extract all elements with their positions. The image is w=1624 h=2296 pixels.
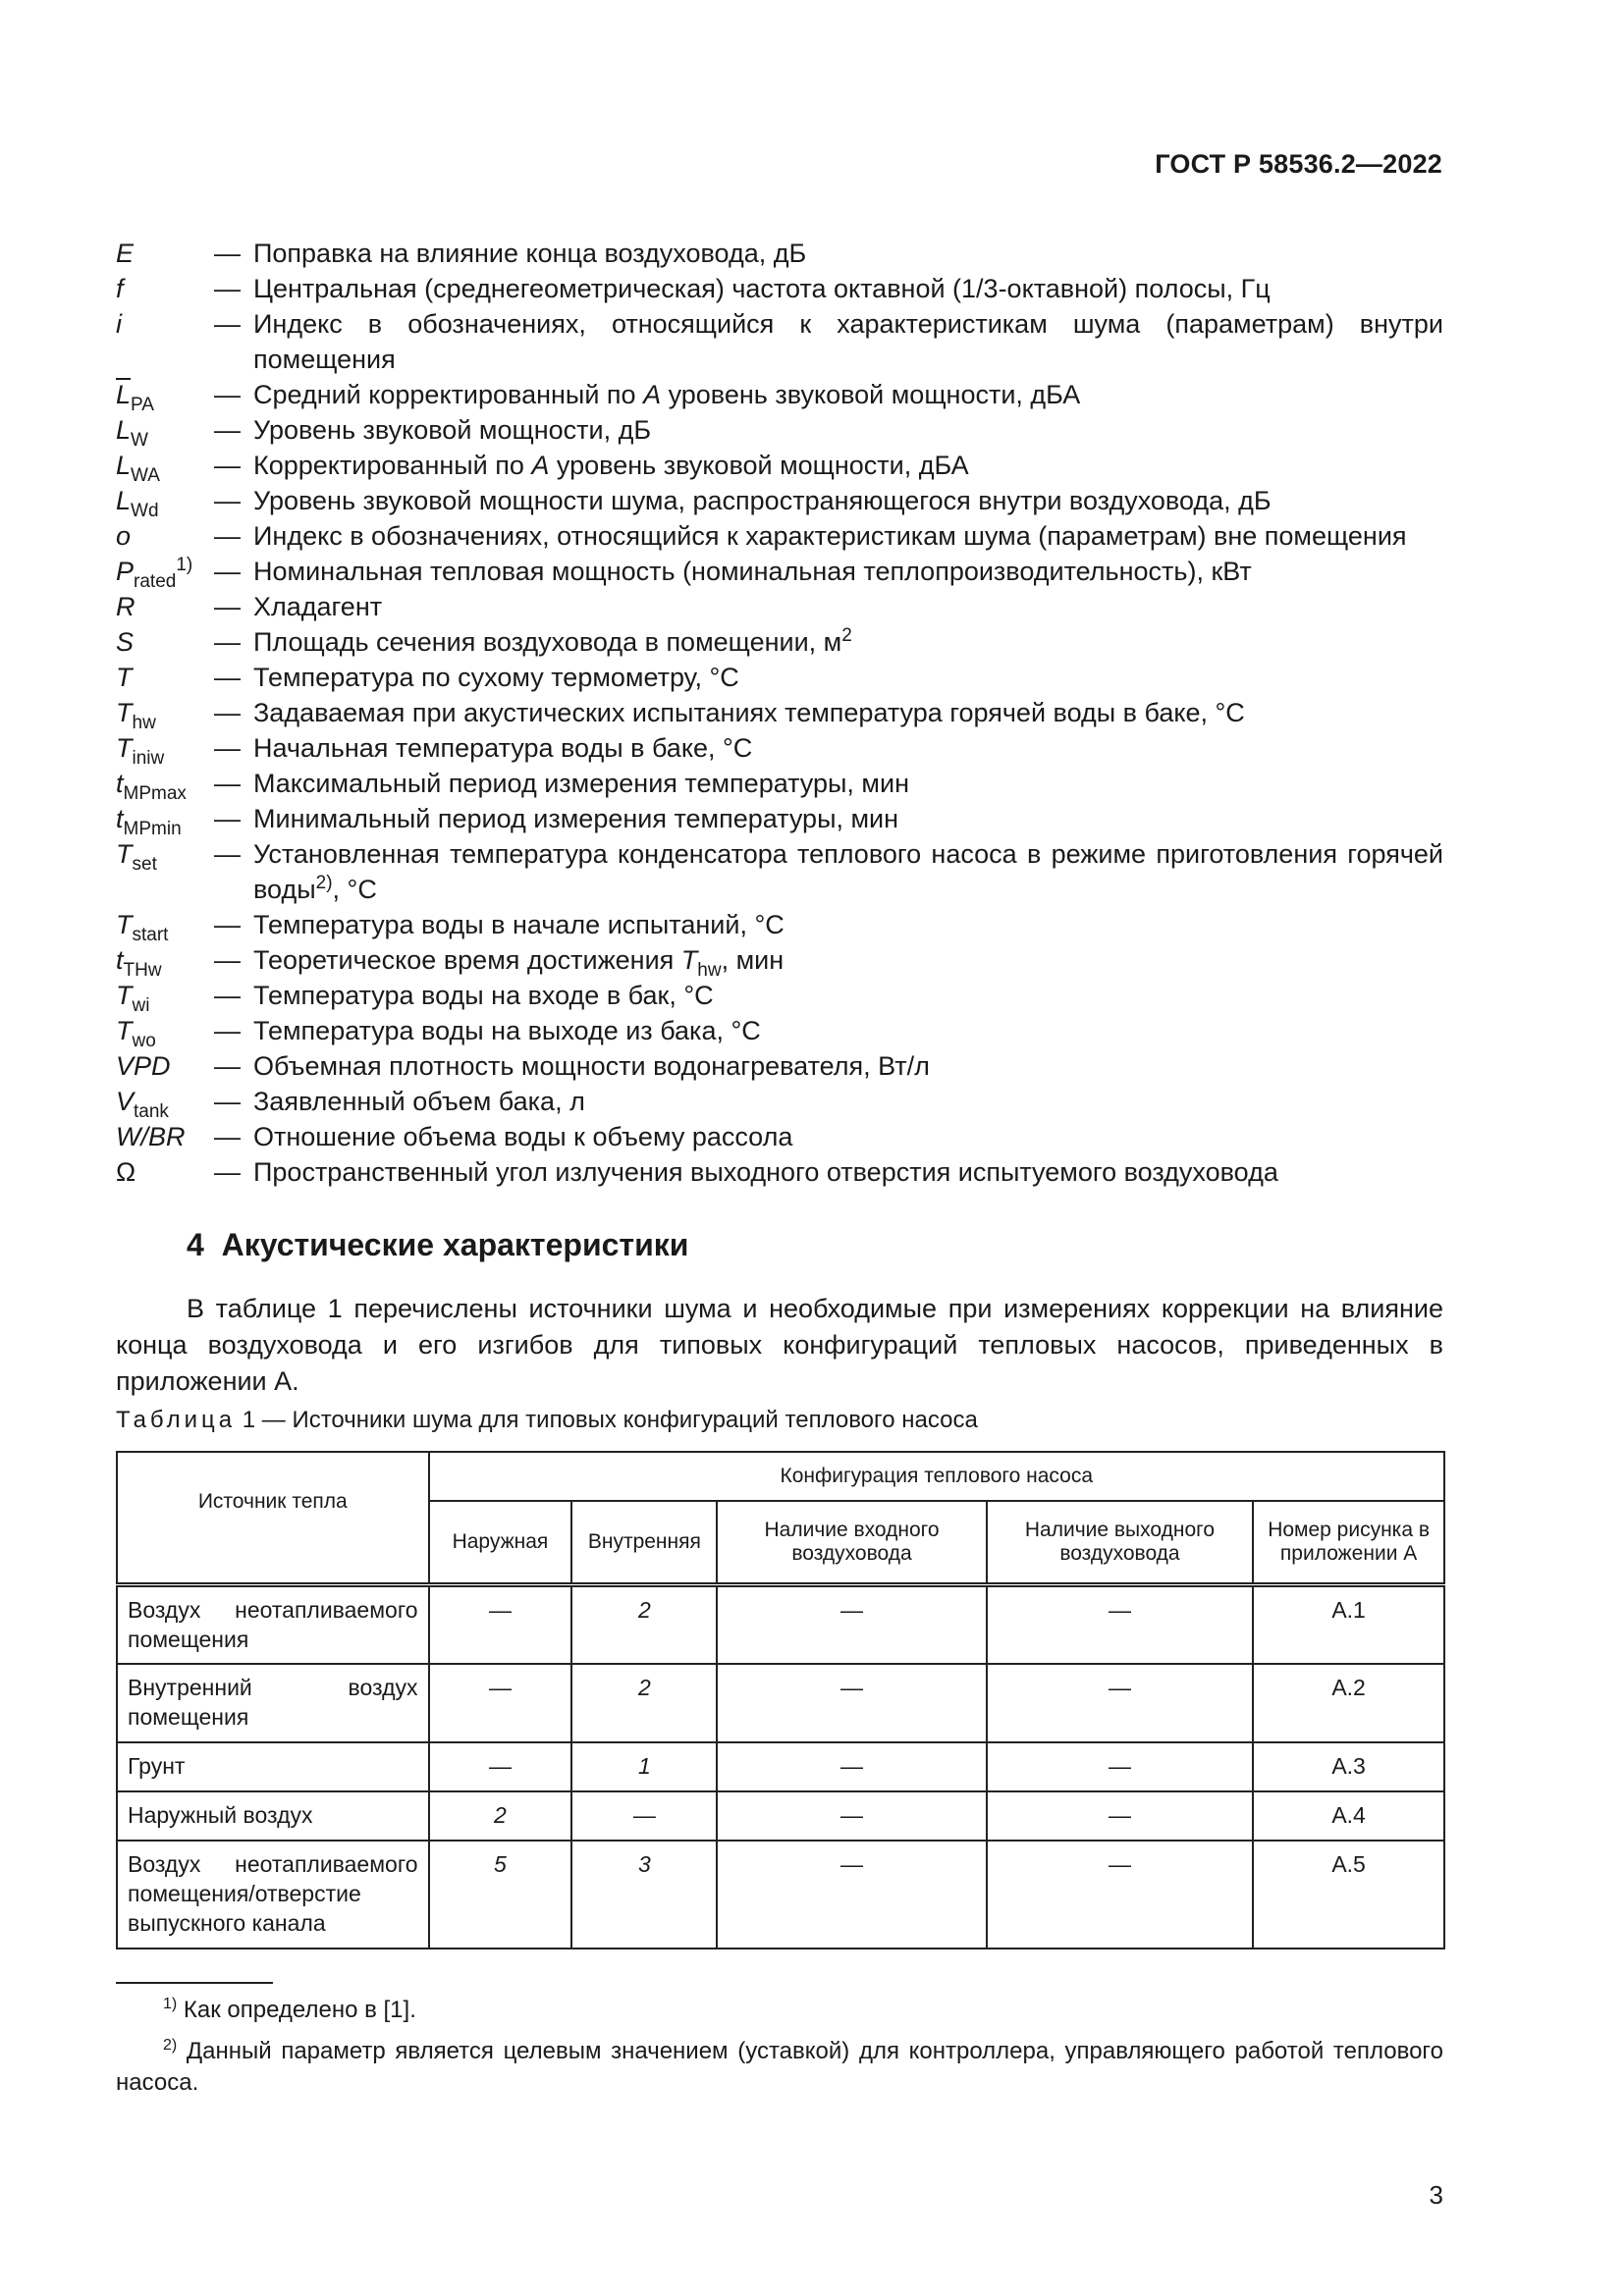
symbol-row [116,978,1443,1016]
symbol-row [116,836,1443,907]
dash: — [214,380,241,409]
symbol: $t_{MPmin}$ [116,804,182,839]
footnote: $^{1)}$ Как определено в [1]. [163,1996,416,2023]
table-row [117,1742,1444,1791]
table-cell: А.5 [1253,1841,1444,1949]
dash: — [214,521,241,551]
table-cell: — [987,1791,1253,1841]
table-cell: — [717,1664,986,1742]
dash: — [214,274,241,303]
symbol: $L_W$ [116,415,148,451]
symbol-row [116,801,1443,839]
dash: — [214,309,241,339]
dash: — [214,592,241,621]
symbol-row [116,624,1443,660]
dash: — [214,239,241,268]
symbol: $T_{set}$ [116,839,157,875]
symbol: Ω [116,1157,136,1187]
symbol-description: Поправка на влияние конца воздуховода, дБ [253,239,807,268]
symbol: W/BR [116,1122,186,1151]
symbol-description: Средний корректированный по A уровень звуковой мощности, дБА [253,380,1081,409]
symbol-row [116,766,1443,804]
table-cell: — [987,1664,1253,1742]
symbol-description: Площадь сечения воздуховода в помещении, $м^2$ [253,625,852,657]
table-cell-source: Наружный воздух [117,1791,429,1841]
symbol-row [116,377,1443,415]
symbol: $L_{WA}$ [116,451,160,486]
table-header-source: Источник тепла [117,1452,429,1585]
symbol-description: Отношение объема воды к объему рассола [253,1122,793,1151]
symbol-row [116,1084,1443,1122]
dash: — [214,1016,241,1045]
symbol-description: Максимальный период измерения температуры, мин [253,769,909,798]
table-cell: 3 [571,1841,717,1949]
dash: — [214,945,241,975]
symbol-description: Теоретическое время достижения $T_{hw}$, мин [253,945,785,981]
table-cell: — [717,1791,986,1841]
symbol: $T_{iniw}$ [116,733,165,769]
symbol-row [116,1119,1443,1154]
dash: — [214,769,241,798]
symbol-row [116,695,1443,733]
table-cell-source: Воздух неотапливаемого помещения/отверстие выпускного канала [117,1841,429,1949]
symbol-row [116,1154,1443,1190]
symbol-description: Уровень звуковой мощности шума, распространяющегося внутри воздуховода, дБ [253,486,1272,515]
symbol: o [116,521,132,551]
dash: — [214,804,241,833]
table-cell: — [429,1742,572,1791]
table-row [117,1841,1444,1949]
table-cell: — [987,1585,1253,1664]
symbol-description: Установленная температура конденсатора теплового насоса в режиме приготовления горячей воды$^{2)}$, °С [253,839,1443,904]
table-cell: 2 [429,1791,572,1841]
table-cell: — [717,1585,986,1664]
page-number: 3 [1429,2180,1443,2210]
symbol-row [116,236,1443,271]
symbol-row [116,660,1443,695]
table-cell: — [429,1585,572,1664]
symbol-description: Температура по сухому термометру, °С [253,663,739,692]
symbol-description: Начальная температура воды в баке, °С [253,733,753,763]
symbol-description: Индекс в обозначениях, относящийся к характеристикам шума (параметрам) внутри помещения [253,309,1443,374]
symbol: S [116,627,135,657]
symbol-description: Заявленный объем бака, л [253,1087,585,1116]
section-title: 4 Акустические характеристики [187,1227,689,1262]
table-caption: Таблица 1 — Источники шума для типовых конфигураций теплового насоса [116,1407,978,1433]
symbol-description: Температура воды в начале испытаний, °С [253,910,785,939]
dash: — [214,451,241,480]
dash: — [214,486,241,515]
dash: — [214,1051,241,1081]
symbol-row [116,306,1443,377]
table-header-cell: Наличие выходного воздуховода [987,1501,1253,1585]
symbol: $V_{tank}$ [116,1087,169,1122]
table-cell: 1 [571,1742,717,1791]
symbol: $P_{rated}^{1)}$ [116,555,193,592]
dash: — [214,557,241,586]
dash: — [214,627,241,657]
table-header-cell: Номер рисунка в приложении А [1253,1501,1444,1585]
table-header-cell: Наружная [429,1501,572,1585]
dash: — [214,1087,241,1116]
symbol-row [116,554,1443,592]
symbol: f [116,274,124,303]
footnote-divider [116,1982,273,1984]
table-row [117,1791,1444,1841]
symbol: R [116,592,135,621]
symbol-row [116,518,1443,554]
table-cell: А.4 [1253,1791,1444,1841]
symbol: i [116,309,122,339]
dash: — [214,733,241,763]
symbol-row [116,271,1443,306]
dash: — [214,1157,241,1187]
table-header-cell: Внутренняя [571,1501,717,1585]
body-paragraph: В таблице 1 перечислены источники шума и необходимые при измерениях коррекции на влияние конца воздуховода и его изгибов для типовых конфигураций тепловых насосов, приведенных в приложении А. [116,1294,1443,1396]
symbol-description: Корректированный по A уровень звуковой мощности, дБА [253,451,969,480]
symbol: $T_{wi}$ [116,981,150,1016]
symbol-description: Температура воды на выходе из бака, °С [253,1016,761,1045]
symbol-description: Минимальный период измерения температуры, мин [253,804,899,833]
symbol-description: Задаваемая при акустических испытаниях температура горячей воды в баке, °С [253,698,1245,727]
table-cell: — [987,1742,1253,1791]
table-cell: А.1 [1253,1585,1444,1664]
symbol-description: Номинальная тепловая мощность (номинальная теплопроизводительность), кВт [253,557,1252,586]
symbol-row [116,483,1443,521]
table-cell: А.2 [1253,1664,1444,1742]
dash: — [214,839,241,869]
symbol: T [116,663,133,692]
table-cell-source: Воздух неотапливаемого помещения [117,1585,429,1664]
dash: — [214,1122,241,1151]
symbol-row [116,448,1443,486]
symbol-description: Пространственный угол излучения выходного отверстия испытуемого воздуховода [253,1157,1278,1187]
symbol: $T_{hw}$ [116,698,156,733]
symbol-description: Уровень звуковой мощности, дБ [253,415,652,445]
symbol-row [116,589,1443,624]
table-cell-source: Внутренний воздух помещения [117,1664,429,1742]
symbol: $\overline{L}_{PA}$ [116,380,154,415]
table-header-cell: Наличие входного воздуховода [717,1501,986,1585]
document-header: ГОСТ Р 58536.2—2022 [1155,149,1442,179]
table-header-group: Конфигурация теплового насоса [429,1452,1444,1501]
table-cell: — [717,1742,986,1791]
table-cell: А.3 [1253,1742,1444,1791]
dash: — [214,415,241,445]
table-cell: 5 [429,1841,572,1949]
symbol-row [116,1048,1443,1084]
symbol: E [116,239,135,268]
dash: — [214,981,241,1010]
noise-sources-table [116,1451,1445,1949]
symbol-description: Центральная (среднегеометрическая) частота октавной (1/3-октавной) полосы, Гц [253,274,1271,303]
table-row [117,1585,1444,1664]
table-cell: — [429,1664,572,1742]
symbol-row [116,730,1443,769]
table-cell: — [717,1841,986,1949]
symbol: VPD [116,1051,171,1081]
symbol: $L_{Wd}$ [116,486,159,521]
symbol-row [116,412,1443,451]
table-cell: 2 [571,1585,717,1664]
table-cell: — [571,1791,717,1841]
footnote: $^{2)}$ Данный параметр является целевым значением (уставкой) для контроллера, управляющего работой теплового насоса. [116,2037,1443,2096]
symbol-row [116,907,1443,945]
symbol-description: Объемная плотность мощности водонагревателя, Вт/л [253,1051,930,1081]
symbol-description: Хладагент [253,592,383,621]
symbol-list [116,236,1443,1190]
symbol: $t_{MPmax}$ [116,769,187,804]
symbol: $t_{THw}$ [116,945,162,981]
table-cell-source: Грунт [117,1742,429,1791]
symbol: $T_{start}$ [116,910,169,945]
symbol-row [116,942,1443,981]
symbol-description: Температура воды на входе в бак, °С [253,981,714,1010]
dash: — [214,910,241,939]
table-cell: — [987,1841,1253,1949]
symbol-row [116,1013,1443,1051]
symbol-description: Индекс в обозначениях, относящийся к характеристикам шума (параметрам) вне помещения [253,521,1407,551]
table-row [117,1664,1444,1742]
table-cell: 2 [571,1664,717,1742]
dash: — [214,663,241,692]
dash: — [214,698,241,727]
symbol: $T_{wo}$ [116,1016,156,1051]
